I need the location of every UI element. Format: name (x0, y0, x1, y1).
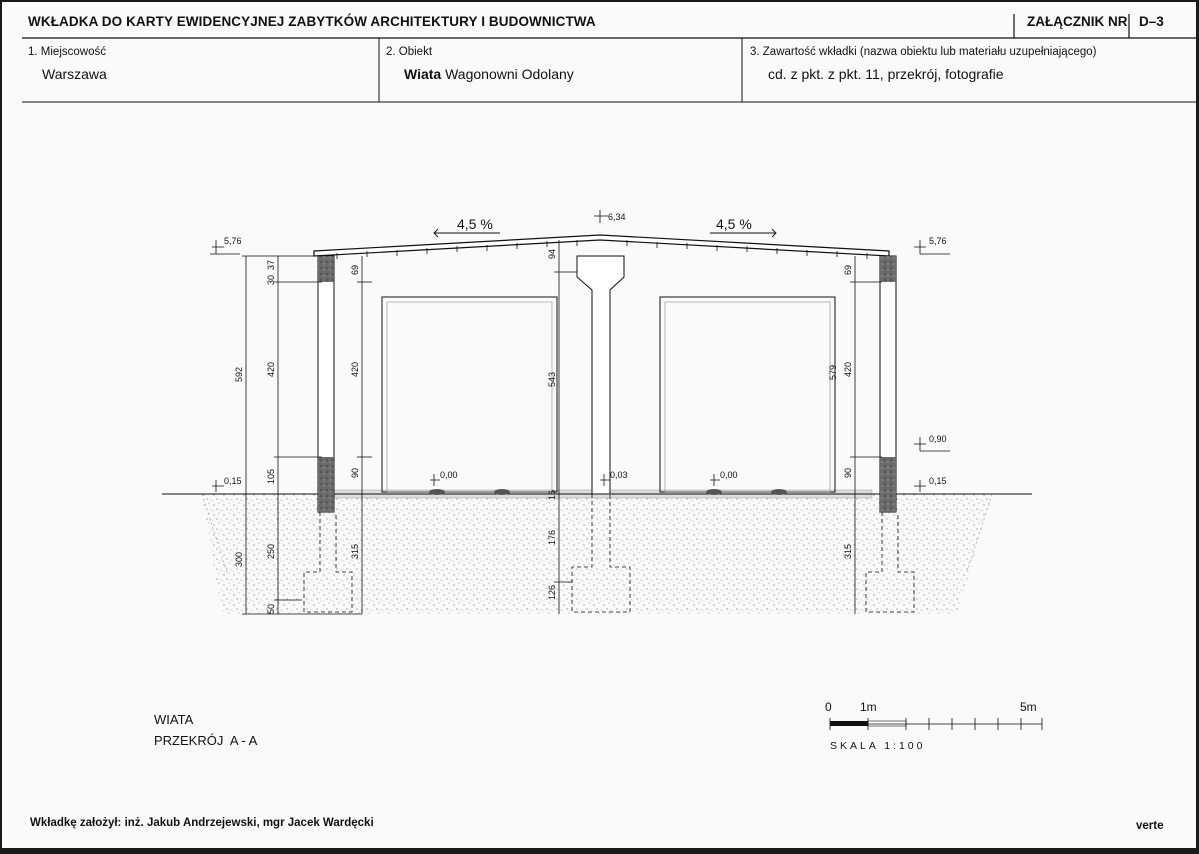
verte-label: verte (1136, 820, 1164, 832)
level-eave-right: 5,76 (929, 236, 947, 246)
dim-outer-top: 30 (266, 274, 276, 285)
column-left-top (318, 256, 334, 282)
column-middle (577, 256, 624, 494)
dim-mid-total: 543 (547, 371, 557, 387)
dim-left-wall: 420 (350, 361, 360, 377)
dim-left-top: 69 (350, 264, 360, 275)
slope-left-label: 4,5 % (457, 216, 493, 232)
content-value: cd. z pkt. z pkt. 11, przekrój, fotografie (768, 66, 1004, 82)
roof (314, 235, 889, 256)
scale-bar (830, 718, 1042, 730)
dim-mid-top: 94 (547, 248, 557, 259)
slope-right-label: 4,5 % (716, 216, 752, 232)
dim-outer-base: 105 (266, 468, 276, 484)
dim-right-total: 579 (828, 364, 838, 380)
door-right (660, 297, 835, 492)
annex-number: D–3 (1139, 14, 1164, 29)
place-value: Warszawa (42, 66, 107, 82)
door-left (382, 297, 557, 492)
drawing-caption-title: WIATA (154, 712, 194, 727)
dim-left-found: 315 (350, 543, 360, 559)
annex-label: ZAŁĄCZNIK NR (1027, 14, 1128, 29)
dim-outer-top2: 37 (266, 259, 276, 270)
object-value-rest: Wagonowni Odolany (441, 66, 574, 82)
dim-right-base: 90 (843, 467, 853, 478)
column-left-base (318, 457, 334, 512)
column-right-top (880, 256, 896, 282)
dim-mid-base: 16 (547, 489, 557, 500)
scale-one: 1m (860, 700, 877, 714)
dim-found-upper: 250 (266, 543, 276, 559)
level-right-mid: 0,90 (929, 434, 947, 444)
authors-footer: Wkładkę założył: inż. Jakub Andrzejewski, mgr Jacek Wardęcki (30, 817, 374, 829)
dim-right-found: 315 (843, 543, 853, 559)
dim-found-lower: 50 (266, 603, 276, 614)
place-label: 1. Miejscowość (28, 46, 106, 58)
dim-left-base: 90 (350, 467, 360, 478)
dim-outer-wall: 420 (266, 361, 276, 377)
card-title: WKŁADKA DO KARTY EWIDENCYJNEJ ZABYTKÓW ARCHITEKTURY I BUDOWNICTWA (28, 14, 596, 29)
level-floor-left: 0,00 (440, 470, 458, 480)
level-ground-left: 0,15 (224, 476, 242, 486)
dim-right-wall: 420 (843, 361, 853, 377)
level-ridge: 6,34 (608, 212, 626, 222)
scale-zero: 0 (825, 700, 832, 714)
dim-outer-total: 592 (234, 366, 244, 382)
level-eave-left: 5,76 (224, 236, 242, 246)
level-floor-right: 0,00 (720, 470, 738, 480)
scale-five: 5m (1020, 700, 1037, 714)
level-floor-mid: 0,03 (610, 470, 628, 480)
column-right-base (880, 457, 896, 512)
object-value-bold: Wiata (404, 66, 442, 82)
dim-right-top: 69 (843, 264, 853, 275)
object-label: 2. Obiekt (386, 46, 433, 58)
dim-mid-found: 176 (547, 529, 557, 545)
card-sheet (2, 2, 1196, 848)
level-ground-right: 0,15 (929, 476, 947, 486)
door-right-inner (665, 302, 830, 492)
drawing-caption-section: PRZEKRÓJ A - A (154, 733, 258, 748)
content-label: 3. Zawartość wkładki (nazwa obiektu lub materiału uzupełniającego) (750, 46, 1097, 58)
scale-label: SKALA 1:100 (830, 740, 926, 752)
dim-mid-found-lower: 126 (547, 584, 557, 600)
dim-found-total: 300 (234, 551, 244, 567)
door-left-inner (387, 302, 552, 492)
